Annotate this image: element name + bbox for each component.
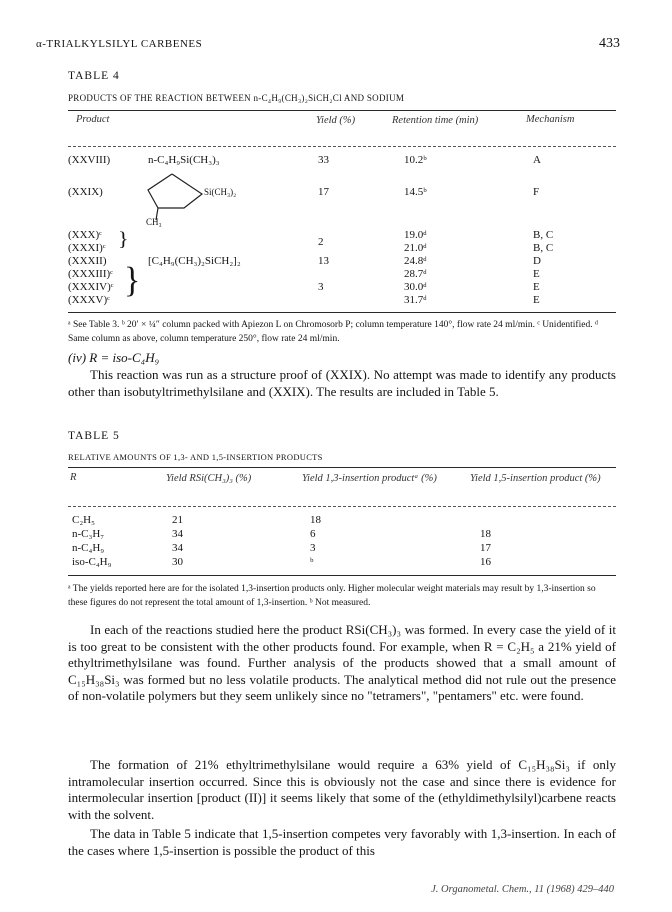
table4-header-retention: Retention time (min): [392, 115, 479, 126]
table5-top-rule: [68, 467, 616, 468]
table4-row-id: (XXVIII): [68, 154, 111, 166]
table4-row-id: (XXXI)ᶜ: [68, 242, 106, 254]
table4-row-retention: 19.0ᵈ: [404, 229, 427, 241]
table5-header-yield-rsi: Yield RSi(CH₃)₃ (%): [166, 473, 252, 484]
table4-row-formula: n-C₄H₉Si(CH₃)₃: [148, 154, 220, 166]
table5-row-yield-13: 18: [310, 514, 321, 526]
table4-bottom-rule: [68, 312, 616, 313]
table4-footnote: ᵃ See Table 3. ᵇ 20′ × ¼″ column packed with Apiezon L on Chromosorb P; column temperature 140°, flow rate 24 ml/min. ᶜ Unidentified. ᵈ Same column as above, column temperature 250°, flow rate 24 ml/min.: [68, 320, 598, 344]
table4-row-retention: 14.5ᵇ: [404, 186, 427, 198]
table5-row-yield-rsi: 34: [172, 528, 183, 540]
table5-row-yield-15: 17: [480, 542, 491, 554]
table5-header-yield-13: Yield 1,3-insertion productᵃ (%): [302, 473, 437, 484]
table4-row-yield: 2: [318, 236, 324, 248]
table4-row-mechanism: A: [533, 154, 541, 166]
table4-row-formula: [C₄H₉(CH₃)₂SiCH₂]₂: [148, 255, 241, 267]
table4-row-yield: 3: [318, 281, 324, 293]
table5-row-yield-13: 6: [310, 528, 316, 540]
table4-row-id: (XXXV)ᶜ: [68, 294, 110, 306]
table5-row-yield-15: 18: [480, 528, 491, 540]
table5-row-r: n-C₃H₇: [72, 528, 105, 540]
table5-bottom-rule: [68, 575, 616, 576]
table4-row-mechanism: F: [533, 186, 540, 198]
table5-row-yield-rsi: 21: [172, 514, 183, 526]
table4-row-mechanism: E: [533, 281, 540, 293]
table4-row-mechanism: D: [533, 255, 541, 267]
brace-group-2: }: [124, 261, 141, 300]
table4-row-retention: 21.0ᵈ: [404, 242, 427, 254]
table5-caption: RELATIVE AMOUNTS OF 1,3- AND 1,5-INSERTION PRODUCTS: [68, 452, 323, 462]
table4-header-yield: Yield (%): [316, 115, 356, 126]
table5-row-yield-13: ᵇ: [310, 556, 314, 568]
table4-row-retention: 30.0ᵈ: [404, 281, 427, 293]
table4-row-retention: 10.2ᵇ: [404, 154, 427, 166]
table5-row-yield-15: 16: [480, 556, 491, 568]
body-paragraph: The data in Table 5 indicate that 1,5-insertion competes very favorably with 1,3-insertion. In each of the cases where 1,5-insertion is possible the product of this: [68, 826, 616, 858]
table4-row-yield: 13: [318, 255, 329, 267]
page-number: 433: [599, 36, 620, 51]
table4-row-yield: 17: [318, 186, 329, 198]
structure-ch3-label: CH₃: [146, 217, 162, 227]
table4-caption: PRODUCTS OF THE REACTION BETWEEN n-C₄H₉(CH₃)₂SiCH₂Cl AND SODIUM: [68, 93, 405, 103]
table4-row-id: (XXXIV)ᶜ: [68, 281, 114, 293]
journal-reference: J. Organometal. Chem., 11 (1968) 429–440: [431, 884, 614, 895]
table4-header-product: Product: [76, 114, 110, 125]
table4-row-yield: 33: [318, 154, 329, 166]
brace-group-1: }: [118, 227, 129, 250]
table5-header-yield-15: Yield 1,5-insertion product (%): [470, 473, 601, 484]
table5-row-yield-rsi: 30: [172, 556, 183, 568]
table4-header-mechanism: Mechanism: [526, 114, 575, 125]
table4-top-rule: [68, 110, 616, 111]
table4-row-retention: 31.7ᵈ: [404, 294, 427, 306]
body-paragraph: In each of the reactions studied here the product RSi(CH₃)₃ was formed. In every case the yield of it is too great to be consistent with the other products found. For example, when R = C₂H₅ a 21% yield of ethyltrimethylsilane was found. Further analysis of the products showed that a small amount of C₁₅H₃₈Si₃ was formed but no less volatile products. The analytical method did not rule out the presence of non-volatile polymers but they seem unlikely since no "tetramers", "pentamers" etc. were found.: [68, 622, 616, 704]
table5-header-rule: [68, 506, 616, 507]
table4-header-rule: [68, 146, 616, 147]
table4-row-mechanism: E: [533, 268, 540, 280]
structure-si-label: Si(CH₃)₂: [204, 187, 237, 197]
table4-row-id: (XXXIII)ᶜ: [68, 268, 113, 280]
table4-row-id: (XXX)ᶜ: [68, 229, 102, 241]
table4-label: TABLE 4: [68, 70, 120, 82]
table5-header-r: R: [70, 472, 77, 483]
section-paragraph: This reaction was run as a structure proof of (XXIX). No attempt was made to identify any products other than isobutyltrimethylsilane and (XXIX). The results are included in Table 5.: [68, 367, 616, 399]
table4-row-id: (XXIX): [68, 186, 103, 198]
table5-row-yield-rsi: 34: [172, 542, 183, 554]
table4-row-retention: 24.8ᵈ: [404, 255, 427, 267]
table4-row-mechanism: B, C: [533, 242, 554, 254]
table4-row-mechanism: E: [533, 294, 540, 306]
table5-row-r: n-C₄H₉: [72, 542, 105, 554]
table5-label: TABLE 5: [68, 430, 120, 442]
running-head: α-TRIALKYLSILYL CARBENES: [36, 38, 203, 50]
body-paragraph: The formation of 21% ethyltrimethylsilane would require a 63% yield of C₁₅H₃₈Si₃ if only intramolecular insertion occurred. Since this is obviously not the case and since there is evidence for intermolecular insertion [product (II)] it seems likely that some of the (ethyldimethylsilyl)carbene reacts with the solvent.: [68, 757, 616, 822]
table5-footnote: ᵃ The yields reported here are for the isolated 1,3-insertion products only. Higher molecular weight materials may result by 1,3-insertion so these figures do not represent the total amount of 1,3-insertion. ᵇ Not measured.: [68, 584, 596, 608]
section-heading: (iv) R = iso-C₄H₉: [68, 350, 160, 365]
table4-row-retention: 28.7ᵈ: [404, 268, 427, 280]
table4-row-mechanism: B, C: [533, 229, 554, 241]
table4-row-id: (XXXII): [68, 255, 107, 267]
table5-row-r: iso-C₄H₉: [72, 556, 112, 568]
table5-row-yield-13: 3: [310, 542, 316, 554]
table5-row-r: C₂H₅: [72, 514, 95, 526]
